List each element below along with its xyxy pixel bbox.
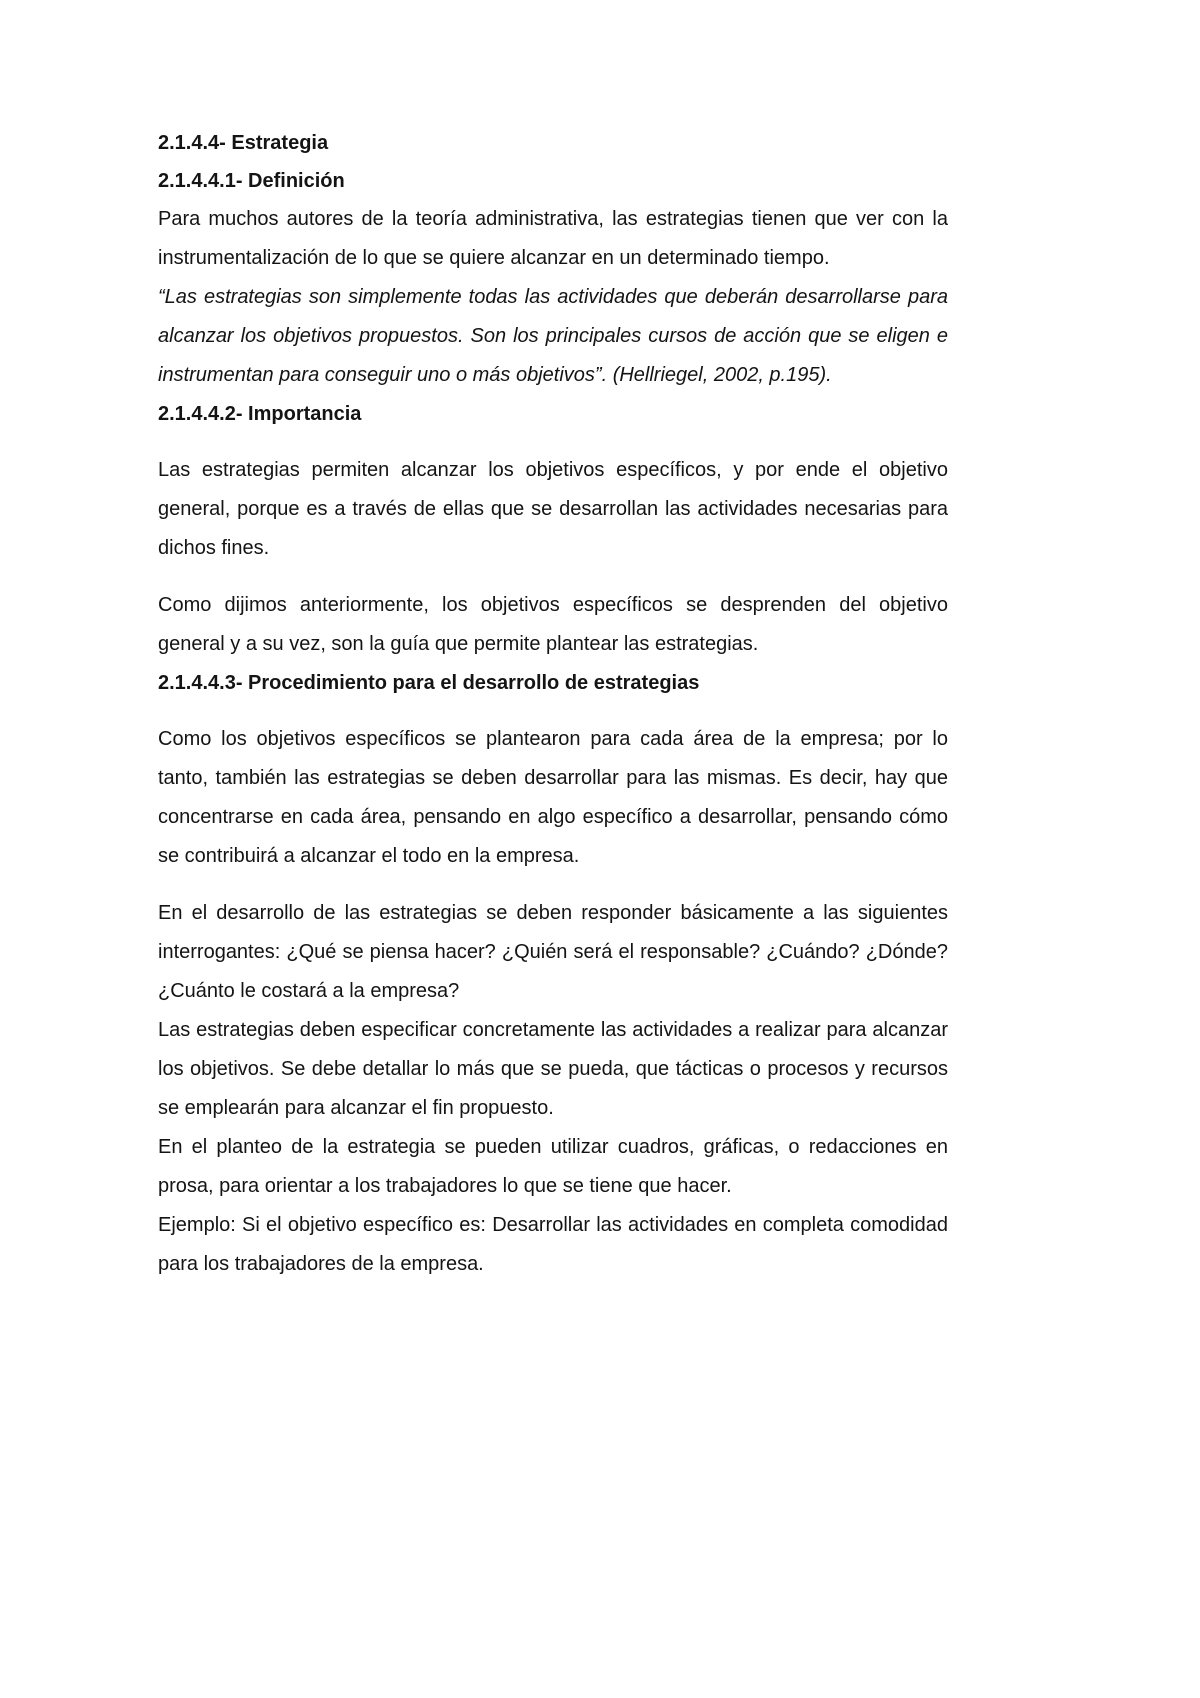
procedure-paragraph-4: En el planteo de la estrategia se pueden utilizar cuadros, gráficas, o redacciones en prosa, para orientar a los trabajadores lo que se tiene que hacer. xyxy=(158,1136,948,1197)
procedure-paragraph-2: En el desarrollo de las estrategias se deben responder básicamente a las siguientes interrogantes: ¿Qué se piensa hacer? ¿Quién será el responsable? ¿Cuándo? ¿Dónde? ¿Cuánto le costará a la empresa? xyxy=(158,902,948,1002)
procedure-paragraph-1: Como los objetivos específicos se plantearon para cada área de la empresa; por lo tanto, también las estrategias se deben desarrollar para las mismas. Es decir, hay que concentrarse en cada área, pensando en algo específico a desarrollar, pensando cómo se contribuirá a alcanzar el todo en la empresa. xyxy=(158,728,948,867)
importance-paragraph-2: Como dijimos anteriormente, los objetivos específicos se desprenden del objetivo general y a su vez, son la guía que permite plantear las estrategias. xyxy=(158,594,948,655)
subsection-heading-procedimiento: 2.1.4.4.3- Procedimiento para el desarrollo de estrategias xyxy=(158,672,700,694)
document-page xyxy=(158,124,948,1284)
procedure-example-paragraph: Ejemplo: Si el objetivo específico es: Desarrollar las actividades en completa comodidad para los trabajadores de la empresa. xyxy=(158,1214,948,1275)
importance-paragraph-1: Las estrategias permiten alcanzar los objetivos específicos, y por ende el objetivo general, porque es a través de ellas que se desarrollan las actividades necesarias para dichos fines. xyxy=(158,459,948,559)
section-heading-estrategia: 2.1.4.4- Estrategia xyxy=(158,132,329,154)
definition-quote: “Las estrategias son simplemente todas las actividades que deberán desarrollarse para alcanzar los objetivos propuestos. Son los principales cursos de acción que se eligen e instrumentan para conseguir uno o más objetivos”. (Hellriegel, 2002, p.195). xyxy=(158,286,948,386)
procedure-paragraph-3: Las estrategias deben especificar concretamente las actividades a realizar para alcanzar los objetivos. Se debe detallar lo más que se pueda, que tácticas o procesos y recursos se emplearán para alcanzar el fin propuesto. xyxy=(158,1019,948,1119)
subsection-heading-definicion: 2.1.4.4.1- Definición xyxy=(158,170,345,192)
definition-paragraph: Para muchos autores de la teoría administrativa, las estrategias tienen que ver con la instrumentalización de lo que se quiere alcanzar en un determinado tiempo. xyxy=(158,208,948,269)
subsection-heading-importancia: 2.1.4.4.2- Importancia xyxy=(158,403,362,425)
